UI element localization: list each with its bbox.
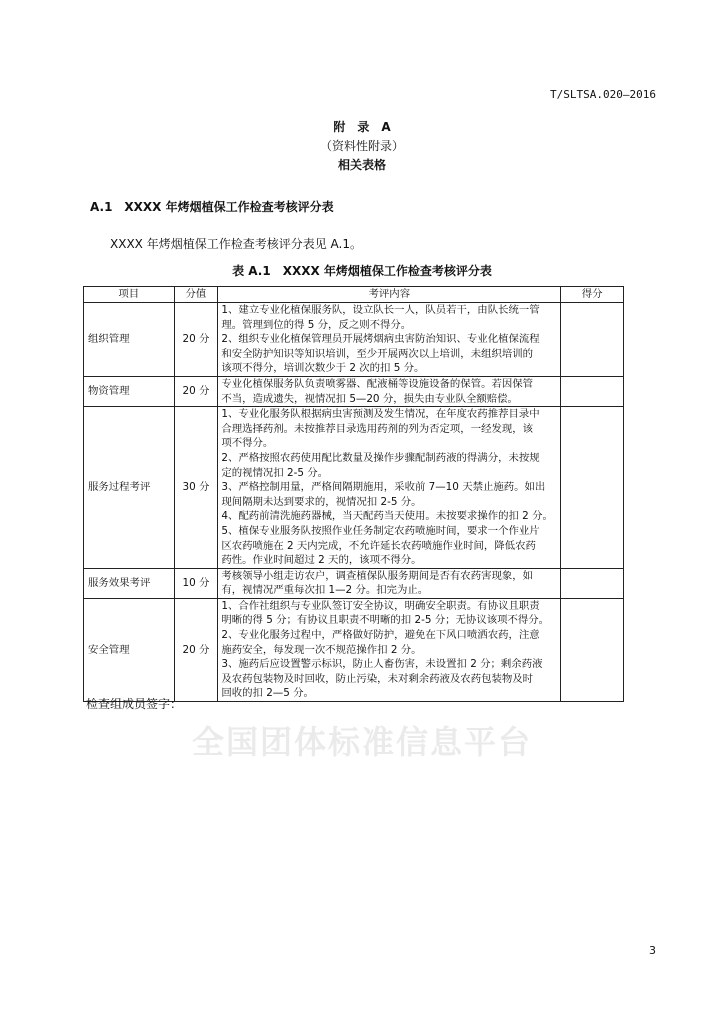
table-row [84,598,624,701]
row-content [218,598,561,701]
content-line: 1、建立专业化植保服务队，设立队长一人，队员若干，由队长统一管 [221,304,540,316]
content-line: 2、严格按照农药使用配比数量及操作步骤配制药液的得满分，未按规 [221,451,540,464]
table-title: 表 A.1 XXXX 年烤烟植保工作检查考核评分表 [232,264,492,278]
table-row [84,303,624,377]
content-line: 考核领导小组走访农户，调查植保队服务期间是否有农药害现象，如 [221,569,534,582]
content-line: 3、施药后应设置警示标识，防止人畜伤害，未设置扣 2 分；剩余药液 [221,658,543,671]
row-score: 20 分 [174,303,218,377]
row-content [218,568,561,598]
content-line: 项不得分。 [221,437,274,450]
appendix-subtitle: 相关表格 [337,158,386,172]
content-line: 3、严格控制用量，严格间隔期施用，采收前 7—10 天禁止施药。如出 [221,481,546,494]
content-line: 5、植保专业服务队按照作业任务制定农药喷施时间，要求一个作业片 [221,524,540,537]
row-points [561,568,624,598]
content-line: 理。管理到位的得 5 分，反之则不得分。 [221,318,412,331]
standard-number: T/SLTSA.020—2016 [550,88,656,101]
content-line: 回收的扣 2—5 分。 [221,687,314,700]
content-line: 1、合作社组织与专业队签订安全协议，明确安全职责。有协议且职责 [221,599,540,612]
table-row [84,568,624,598]
content-line: 有，视情况严重每次扣 1—2 分。扣完为止。 [221,584,429,597]
page-number: 3 [649,944,656,957]
content-line: 2、组织专业化植保管理员开展烤烟病虫害防治知识、专业化植保流程 [221,333,540,346]
section-heading: A.1 XXXX 年烤烟植保工作检查考核评分表 [90,200,334,214]
content-line: 明晰的得 5 分；有协议且职责不明晰的扣 2-5 分；无协议该项不得分。 [221,614,550,627]
content-line: 及农药包装物及时回收，防止污染，未对剩余药液及农药包装物及时 [221,672,534,685]
header-score: 分值 [174,287,218,303]
appendix-nature: （资料性附录） [319,139,404,153]
table-row [84,407,624,569]
header-item: 项目 [84,287,175,303]
row-content [218,303,561,377]
content-line: 定的视情况扣 2-5 分。 [221,466,329,479]
row-item: 服务过程考评 [84,407,175,569]
row-points [561,407,624,569]
watermark: 全国团体标准信息平台 [191,723,532,761]
row-points [561,598,624,701]
content-line: 区农药喷施在 2 天内完成，不允许延长农药喷施作业时间，降低农药 [221,539,536,552]
section-intro: XXXX 年烤烟植保工作检查考核评分表见 A.1。 [110,237,362,251]
content-line: 现间隔期未达到要求的，视情况扣 2-5 分。 [221,495,422,508]
row-score: 10 分 [174,568,218,598]
row-score: 20 分 [174,376,218,406]
table-body [84,303,624,702]
inspection-signers-label: 检查组成员签字： [86,697,183,711]
row-score: 20 分 [174,598,218,701]
content-line: 不当，造成遗失，视情况扣 5—20 分，损失由专业队全额赔偿。 [221,392,518,405]
row-item: 服务效果考评 [84,568,175,598]
content-line: 1、专业化服务队根据病虫害预测及发生情况，在年度农药推荐目录中 [221,408,540,421]
row-score: 30 分 [174,407,218,569]
content-line: 和安全防护知识等知识培训，至少开展两次以上培训，未组织培训的 [221,347,534,360]
content-line: 4、配药前清洗施药器械，当天配药当天使用。未按要求操作的扣 2 分。 [221,510,553,523]
content-line: 药性。作业时间超过 2 天的，该项不得分。 [221,554,422,567]
content-line: 专业化植保服务队负责喷雾器、配液桶等设施设备的保管。若因保管 [221,377,534,390]
content-line: 该项不得分，培训次数少于 2 次的扣 5 分。 [221,362,425,375]
row-item: 安全管理 [84,598,175,701]
table-header-row [84,287,624,303]
header-points: 得分 [561,287,624,303]
row-content [218,407,561,569]
row-points [561,303,624,377]
row-content [218,376,561,406]
appendix-title: 附 录 A [333,120,391,134]
content-line: 2、专业化服务过程中，严格做好防护，避免在下风口喷洒农药，注意 [221,629,540,642]
row-item: 物资管理 [84,376,175,406]
evaluation-table [83,286,624,702]
row-points [561,376,624,406]
row-item: 组织管理 [84,303,175,377]
content-line: 施药安全，每发现一次不规范操作扣 2 分。 [221,643,422,656]
header-content: 考评内容 [218,287,561,303]
content-line: 合理选择药剂。未按推荐目录选用药剂的列为否定项，一经发现，该 [221,422,534,435]
table-row [84,376,624,406]
